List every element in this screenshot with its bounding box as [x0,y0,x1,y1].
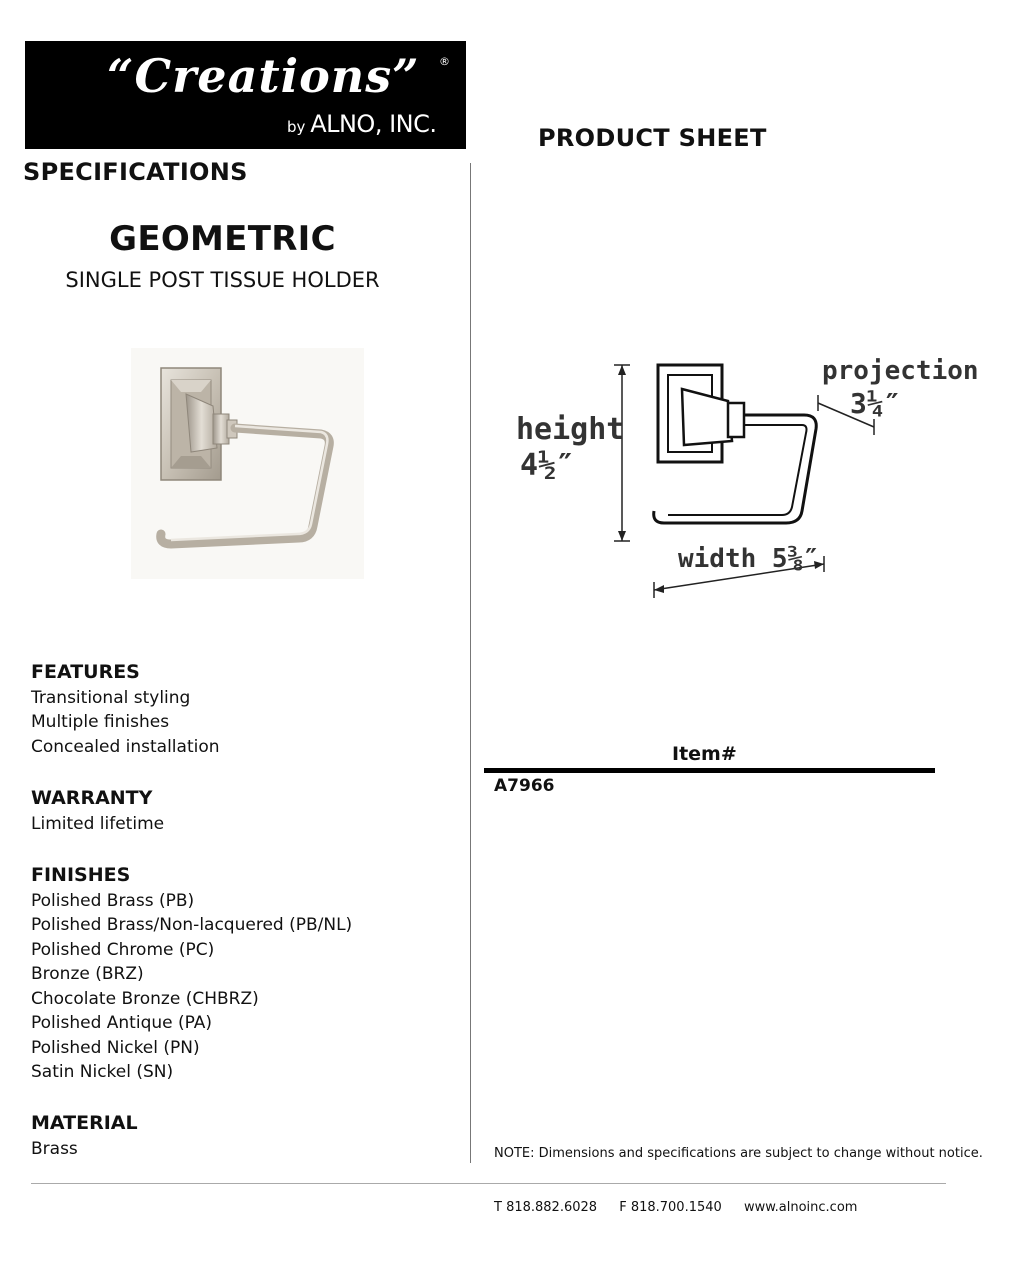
warranty-heading: WARRANTY [31,787,153,809]
warranty-section [31,786,164,836]
features-section [31,660,220,759]
website-link[interactable]: www.alnoinc.com [743,1200,858,1215]
logo-script-text: “Creations” [107,49,420,103]
item-number-value: A7966 [494,776,555,796]
logo-company [287,110,437,138]
projection-value: 3¼″ [850,387,901,420]
tissue-holder-illustration [131,348,364,579]
item-header-rule [484,768,935,773]
phone-number: T 818.882.6028 [494,1200,598,1215]
height-label: height [516,412,625,447]
product-photo [131,348,364,579]
feature-item: Transitional styling [31,687,191,708]
finish-item: Polished Antique (PA) [31,1013,213,1033]
fax-number: F 818.700.1540 [619,1200,722,1215]
brand-logo [25,41,466,149]
finish-item: Polished Chrome (PC) [31,939,215,960]
feature-item: Concealed installation [31,736,220,757]
column-divider [470,163,471,1163]
finishes-section [31,863,352,1085]
footer-divider [31,1183,946,1184]
specifications-title: SPECIFICATIONS [23,158,248,186]
product-name: GEOMETRIC [109,219,336,259]
material-section [31,1111,138,1161]
product-sheet-title: PRODUCT SHEET [538,124,767,152]
features-heading: FEATURES [31,661,140,683]
finishes-heading: FINISHES [31,864,131,886]
material-heading: MATERIAL [31,1112,138,1134]
feature-item: Multiple finishes [31,712,170,732]
finish-item: Chocolate Bronze (CHBRZ) [31,988,259,1009]
material-item: Brass [31,1138,78,1159]
finish-item: Satin Nickel (SN) [31,1062,174,1082]
finish-item: Polished Brass (PB) [31,890,195,911]
item-number-header: Item# [672,743,737,765]
product-subtitle: SINGLE POST TISSUE HOLDER [65,268,380,292]
finish-item: Bronze (BRZ) [31,964,144,984]
logo-company-name: ALNO, INC. [310,110,437,138]
dimension-drawing [506,345,979,615]
height-value: 4½″ [520,448,575,483]
projection-label: projection [822,356,979,386]
disclaimer-note: NOTE: Dimensions and specifications are subject to change without notice. [494,1146,983,1161]
warranty-item: Limited lifetime [31,813,165,834]
logo-by-prefix: by [287,118,306,136]
registered-mark: ® [439,55,450,68]
finish-item: Polished Brass/Non-lacquered (PB/NL) [31,915,353,935]
finish-item: Polished Nickel (PN) [31,1037,200,1058]
width-label: width 5⅜″ [678,544,819,574]
contact-info [494,1200,875,1215]
dimension-diagram [506,345,979,615]
